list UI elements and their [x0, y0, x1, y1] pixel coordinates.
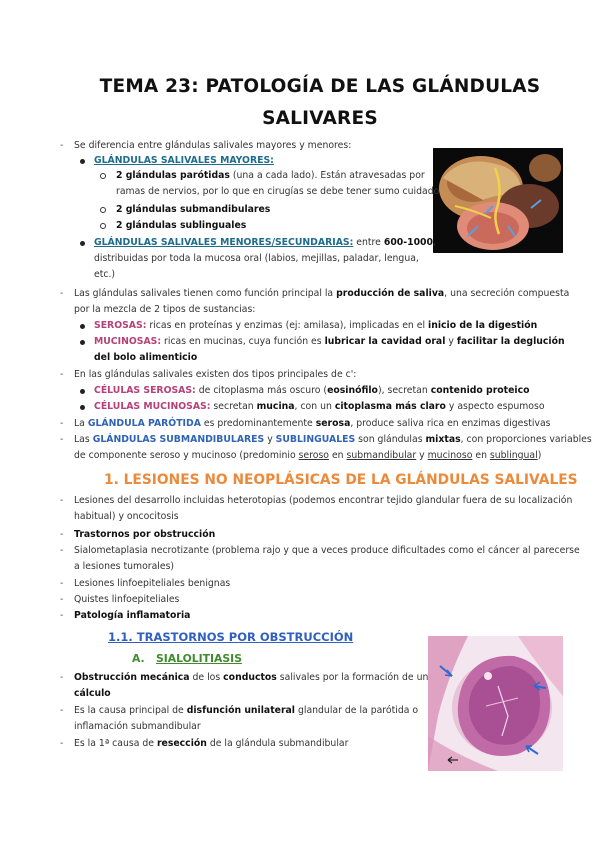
intro-lead: Se diferencia entre glándulas salivales mayores y menores: [74, 140, 352, 151]
funcion-line-2: por la mezcla de 2 tipos de sustancias: [74, 304, 256, 315]
parotidas-item-cont: ramas de nervios, por lo que en cirugías se debe tener sumo cuidado [116, 186, 440, 197]
page-title-line-1: TEMA 23: PATOLOGÍA DE LAS GLÁNDULAS [99, 76, 541, 97]
mayores-label: GLÁNDULAS SALIVALES MAYORES: [94, 155, 274, 166]
mixtas-line-2: de componente seroso y mucinoso (predominio seroso en submandibular y mucinoso en sublingual) [74, 450, 542, 461]
sialometaplasia-item: Sialometaplasia necrotizante (problema rajo y que a veces produce dificultades como el cáncer al parecerse [74, 545, 580, 556]
mixtas-line-1: Las GLÁNDULAS SUBMANDIBULARES y SUBLINGUALES son glándulas mixtas, con proporciones variables [74, 434, 592, 445]
sialolitiasis-p1-cont: cálculo [74, 688, 111, 699]
list-dash: - [60, 288, 64, 299]
list-dash: - [60, 434, 64, 445]
celulas-lead: En las glándulas salivales existen dos tipos principales de c': [74, 369, 357, 380]
linfoepiteliales-item: Lesiones linfoepiteliales benignas [74, 578, 231, 589]
list-dash: - [60, 594, 64, 605]
bullet [80, 389, 85, 394]
obstruccion-item: Trastornos por obstrucción [74, 529, 216, 540]
list-dash: - [60, 418, 64, 429]
funcion-line-1: Las glándulas salivales tienen como función principal la producción de saliva, una secreción compuesta [74, 288, 570, 299]
celulas-serosas-item: CÉLULAS SEROSAS: de citoplasma más oscuro (eosinófilo), secretan contenido proteico [94, 385, 530, 396]
section-1-heading: 1. LESIONES NO NEOPLÁSICAS DE LA GLÁNDULAS SALIVALES [104, 472, 578, 488]
sub-bullet [100, 173, 106, 179]
sialolitiasis-p2-cont: inflamación submandibular [74, 721, 201, 732]
sialolitiasis-p1: Obstrucción mecánica de los conductos salivales por la formación de un [74, 672, 429, 683]
sialolitiasis-subheading: A. SIALOLITIASIS [132, 652, 242, 665]
list-dash: - [60, 140, 64, 151]
list-dash: - [60, 738, 64, 749]
inflamatoria-item: Patología inflamatoria [74, 610, 191, 621]
menores-item: GLÁNDULAS SALIVALES MENORES/SECUNDARIAS: entre 600-1000, [94, 237, 436, 248]
list-dash: - [60, 495, 64, 506]
sublinguales-item: 2 glándulas sublinguales [116, 220, 247, 231]
serosas-item: SEROSAS: ricas en proteínas y enzimas (ej: amilasa), implicadas en el inicio de la digestión [94, 320, 538, 331]
celulas-mucinosas-item: CÉLULAS MUCINOSAS: secretan mucina, con un citoplasma más claro y aspecto espumoso [94, 401, 545, 412]
list-dash: - [60, 545, 64, 556]
list-dash: - [60, 578, 64, 589]
bullet [80, 324, 85, 329]
list-dash: - [60, 529, 64, 540]
parotidas-item: 2 glándulas parótidas (una a cada lado). Están atravesadas por [116, 170, 425, 181]
page-title-line-2: SALIVARES [262, 108, 378, 129]
bullet [80, 241, 85, 246]
list-dash: - [60, 610, 64, 621]
sub-bullet [100, 207, 106, 213]
parotida-line: La GLÁNDULA PARÓTIDA es predominantemente serosa, produce saliva rica en enzimas digestivas [74, 418, 551, 429]
desarrollo-item-cont: habitual) y oncocitosis [74, 511, 179, 522]
bullet [80, 340, 85, 345]
submandibulares-item: 2 glándulas submandibulares [116, 204, 271, 215]
sialolitiasis-p2: Es la causa principal de disfunción unilateral glandular de la parótida o [74, 705, 419, 716]
list-dash: - [60, 705, 64, 716]
desarrollo-item: Lesiones del desarrollo incluidas heterotopias (podemos encontrar tejido glandular fuera de su localización [74, 495, 573, 506]
menores-item-cont: etc.) [94, 269, 116, 280]
sialolitiasis-p3: Es la 1ª causa de resección de la glándula submandibular [74, 738, 349, 749]
sialolith-histology-image [428, 636, 563, 771]
quistes-item: Quistes linfoepiteliales [74, 594, 180, 605]
sialometaplasia-item-cont: a lesiones tumorales) [74, 561, 175, 572]
mucinosas-item-cont: del bolo alimenticio [94, 352, 198, 363]
bullet [80, 405, 85, 410]
sub-bullet [100, 223, 106, 229]
mucinosas-item: MUCINOSAS: ricas en mucinas, cuya función es lubricar la cavidad oral y facilitar la deglución [94, 336, 565, 347]
list-dash: - [60, 672, 64, 683]
menores-item-cont: distribuidas por toda la mucosa oral (labios, mejillas, paladar, lengua, [94, 253, 419, 264]
salivary-glands-anatomy-image [433, 148, 563, 253]
bullet [80, 159, 85, 164]
list-dash: - [60, 369, 64, 380]
section-1-1-heading: 1.1. TRASTORNOS POR OBSTRUCCIÓN [108, 630, 354, 644]
